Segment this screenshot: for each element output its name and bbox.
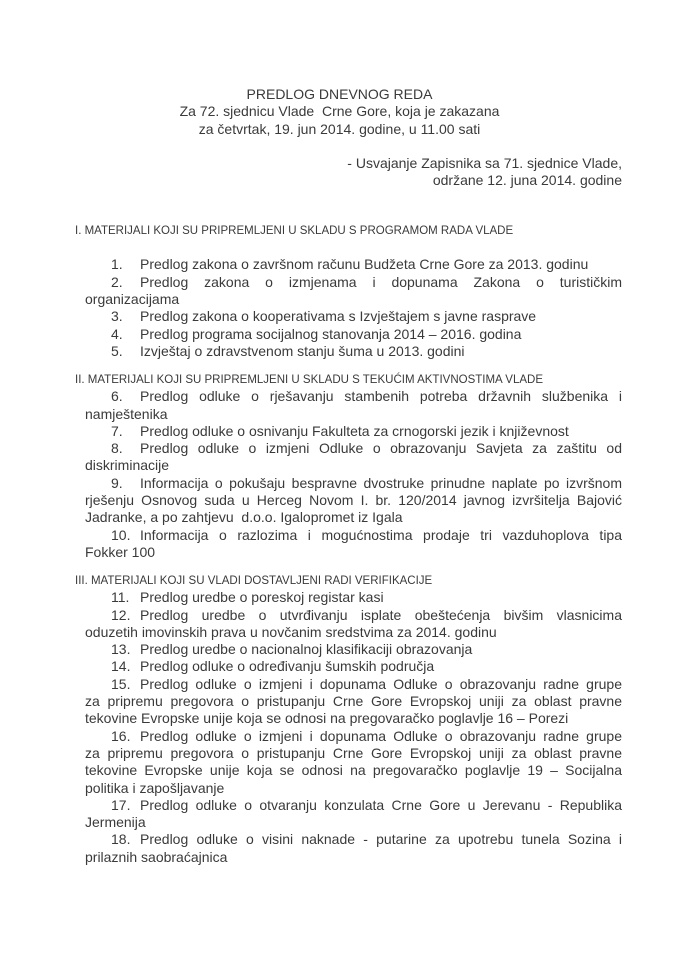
agenda-item-line: tekovine Evropske unije koja se odnosi na pregovaračko poglavlje 19 – Socijalna [85, 762, 622, 779]
agenda-item-number: 14. [111, 658, 131, 675]
agenda-item-line: organizacijama [85, 291, 180, 308]
document-header [57, 86, 622, 189]
agenda-item-line: 7. Predlog odluke o osnivanju Fakulteta za crnogorski jezik i književnost [85, 423, 622, 440]
agenda-item-line: Jermenija [85, 814, 146, 831]
agenda-item [85, 343, 622, 360]
zapisnik-note-line-2: održane 12. juna 2014. godine [432, 172, 622, 189]
agenda-item-line: 2. Predlog zakona o izmjenama i dopunama Zakona o turističkim [85, 274, 622, 291]
agenda-item-number: 1. [111, 256, 123, 273]
agenda-item-line: 6. Predlog odluke o rješavanju stambenih potreba državnih službenika i [85, 388, 622, 405]
agenda-section [57, 372, 622, 561]
agenda-item [85, 641, 622, 658]
agenda-item-number: 10. [111, 526, 131, 543]
agenda-item-line: namještenika [85, 405, 168, 422]
section-heading: III. MATERIJALI KOJI SU VLADI DOSTAVLJENI RADI VERIFIKACIJE [75, 575, 433, 588]
agenda-item-number: 18. [111, 831, 131, 848]
agenda-item-line: rješenju Osnovog suda u Herceg Novom I. br. 120/2014 javnog izvršitelja Bajović [85, 492, 622, 509]
agenda-item-line: 14. Predlog odluke o određivanju šumskih područja [85, 658, 622, 675]
agenda-item-line: 11. Predlog uredbe o poreskoj registar kasi [85, 589, 622, 606]
agenda-item-number: 2. [111, 273, 123, 290]
agenda-item-line: 9. Informacija o pokušaju bespravne dvostruke prinudne naplate po izvršnom [85, 475, 622, 492]
agenda-item-line: politika i zapošljavanje [85, 779, 225, 796]
agenda-item-line: 1. Predlog zakona o završnom računu Budžeta Crne Gore za 2013. godinu [85, 256, 622, 273]
agenda-item-number: 3. [111, 308, 123, 325]
agenda-item [85, 274, 622, 309]
agenda-item-number: 17. [111, 796, 131, 813]
agenda-item-number: 11. [111, 589, 130, 606]
agenda-item-number: 16. [111, 727, 131, 744]
agenda-item [85, 797, 622, 832]
agenda-item-line: 8. Predlog odluke o izmjeni Odluke o obrazovanju Savjeta za zaštitu od [85, 440, 622, 457]
agenda-item [85, 527, 622, 562]
agenda-item-line: za pripremu pregovora o pristupanju Crne Gore Evropskoj uniji za oblast pravne [85, 744, 622, 761]
agenda-item-number: 15. [111, 675, 131, 692]
agenda-item [85, 589, 622, 606]
agenda-item-number: 8. [111, 440, 123, 457]
agenda-item [85, 440, 622, 475]
document-title: PREDLOG DNEVNOG REDA [246, 86, 433, 102]
agenda-item [85, 676, 622, 728]
agenda-item-line: 10. Informacija o razlozima i mogućnostima prodaje tri vazduhoplova tipa [85, 527, 622, 544]
agenda-item [85, 658, 622, 675]
document-subtitle-session: Za 72. sjednicu Vlade Crne Gore, koja je zakazana [179, 103, 500, 120]
agenda-item-line: 18. Predlog odluke o visini naknade - putarine za upotrebu tunela Sozina i [85, 831, 622, 848]
agenda-item-number: 13. [111, 641, 131, 658]
agenda-item [85, 256, 622, 273]
section-heading: II. MATERIJALI KOJI SU PRIPREMLJENI U SKLADU S TEKUĆIM AKTIVNOSTIMA VLADE [75, 374, 543, 387]
agenda-item-line: 5. Izvještaj o zdravstvenom stanju šuma u 2013. godini [85, 343, 622, 360]
agenda-item [85, 607, 622, 642]
agenda-sections [57, 223, 622, 866]
agenda-item-line: 3. Predlog zakona o kooperativama s Izvještajem s javne rasprave [85, 308, 622, 325]
agenda-item-line: 16. Predlog odluke o izmjeni i dopunama Odluke o obrazovanju radne grupe [85, 728, 622, 745]
agenda-item [85, 728, 622, 797]
agenda-item-line: 17. Predlog odluke o otvaranju konzulata Crne Gore u Jerevanu - Republika [85, 797, 622, 814]
agenda-item-number: 5. [111, 342, 123, 359]
agenda-item-number: 12. [111, 606, 131, 623]
agenda-item-line: oduzetih imovinskih prava u novčanim sredstvima za 2014. godinu [85, 623, 497, 640]
agenda-item [85, 308, 622, 325]
agenda-item-line: 12. Predlog uredbe o utvrđivanju isplate obeštećenja bivšim vlasnicima [85, 607, 622, 624]
agenda-item [85, 423, 622, 440]
agenda-item-line: za pripremu pregovora o pristupanju Crne Gore Evropskoj uniji za oblast pravne [85, 693, 622, 710]
document-subtitle-datetime: za četvrtak, 19. jun 2014. godine, u 11.00 sati [198, 120, 481, 137]
zapisnik-note-line-1: - Usvajanje Zapisnika sa 71. sjednice Vlade, [347, 154, 622, 171]
agenda-item-line: Fokker 100 [85, 543, 156, 560]
agenda-item [85, 831, 622, 866]
agenda-item-line: tekovine Evropske unije koja se odnosi na pregovaračko poglavlje 16 – Porezi [85, 710, 569, 727]
agenda-item-line: Jadranke, a po zahtjevu d.o.o. Igalopromet iz Igala [85, 509, 403, 526]
agenda-item-number: 6. [111, 388, 123, 405]
agenda-item-number: 7. [111, 422, 123, 439]
agenda-item-line: 4. Predlog programa socijalnog stanovanja 2014 – 2016. godina [85, 326, 622, 343]
agenda-section [57, 223, 622, 360]
agenda-item-line: 15. Predlog odluke o izmjeni i dopunama Odluke o obrazovanju radne grupe [85, 676, 622, 693]
agenda-item-line: diskriminacije [85, 457, 170, 474]
agenda-item-line: prilaznih saobraćajnica [85, 848, 228, 865]
agenda-item-line: 13. Predlog uredbe o nacionalnoj klasifikaciji obrazovanja [85, 641, 622, 658]
zapisnik-note [57, 155, 622, 190]
agenda-item [85, 388, 622, 423]
agenda-item-number: 4. [111, 325, 123, 342]
agenda-item [85, 326, 622, 343]
agenda-item [85, 475, 622, 527]
agenda-item-number: 9. [111, 474, 123, 491]
agenda-section [57, 573, 622, 866]
section-heading: I. MATERIJALI KOJI SU PRIPREMLJENI U SKLADU S PROGRAMOM RADA VLADE [75, 225, 514, 238]
